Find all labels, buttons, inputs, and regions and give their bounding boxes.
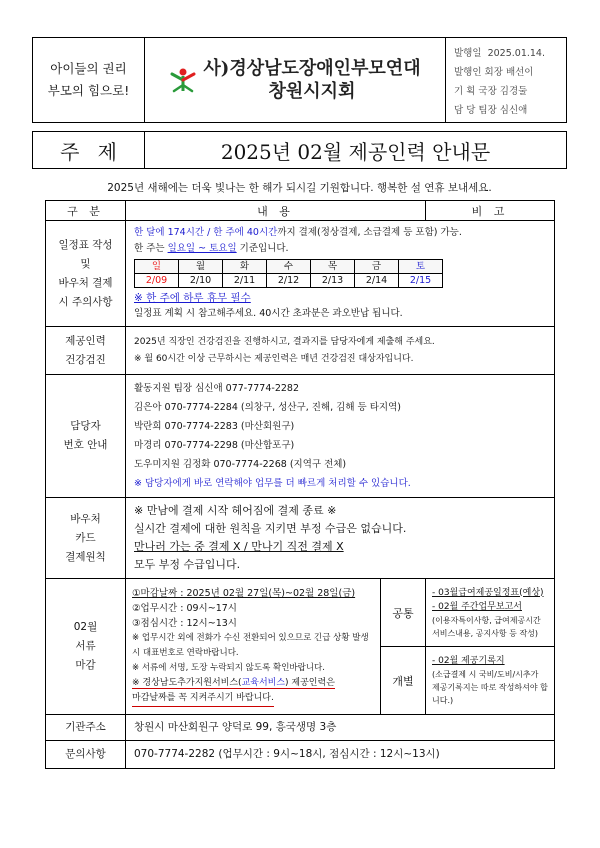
notice-table bbox=[45, 200, 555, 769]
page-title: 2025년 02월 제공인력 안내문 bbox=[220, 139, 491, 164]
contact-line: 박란희 070-7774-2283 (마산회원구) bbox=[134, 421, 295, 432]
individual-docs: - 02월 제공기록지 (소급결제 시 국비/도비/시추가 제공기록지는 따로 작성하셔야 합니다.) bbox=[426, 647, 555, 715]
row-voucher bbox=[46, 498, 555, 579]
title-box bbox=[32, 131, 567, 169]
col-header-remarks: 비 고 bbox=[426, 201, 555, 221]
rest-rule: ※ 한 주에 하루 휴무 필수 bbox=[134, 292, 251, 304]
row-schedule bbox=[46, 221, 555, 327]
row-deadline bbox=[46, 579, 555, 647]
common-label: 공통 bbox=[381, 579, 426, 647]
health-label: 제공인력 건강검진 bbox=[46, 327, 126, 375]
row-contacts bbox=[46, 375, 555, 498]
date-cell: 2/10 bbox=[179, 274, 223, 288]
common-docs: - 03월급여제공일정표(예상) - 02월 주간업무보고서 (이용자특이사항, 급여제공시간 서비스내용, 공지사항 등 작성) bbox=[426, 579, 555, 647]
health-content: 2025년 직장인 건강검진을 진행하시고, 결과지를 담당자에게 제출해 주세요. ※ 월 60시간 이상 근무하시는 제공인력은 매년 건강검진 대상자입니다. bbox=[126, 327, 555, 375]
greeting: 2025년 새해에는 더욱 빛나는 한 해가 되시길 기원합니다. 행복한 설 연휴 보내세요. bbox=[107, 182, 492, 194]
row-inquiry bbox=[46, 741, 555, 769]
slogan bbox=[33, 38, 145, 122]
date-cell: 2/09 bbox=[135, 274, 179, 288]
voucher-content: ※ 만남에 결제 시작 헤어짐에 결제 종료 ※ 실시간 결제에 대한 원칙을 지키면 부정 수급은 없습니다. 만나러 가는 중 결제 X / 만나기 직전 결제 X 모두 부정 수급입니다. bbox=[126, 498, 555, 579]
organization bbox=[145, 38, 445, 122]
contact-line: 김은아 070-7774-2284 (의창구, 성산구, 진해, 김해 등 타지역) bbox=[134, 402, 401, 413]
meta-row: 발행일 2025.01.14. bbox=[454, 48, 545, 59]
address-value: 창원시 마산회원구 양덕로 99, 흥국생명 3층 bbox=[126, 715, 555, 741]
table-header-row bbox=[46, 201, 555, 221]
header-box bbox=[32, 37, 567, 123]
contacts-label: 담당자 번호 안내 bbox=[46, 375, 126, 498]
deadline-content: ①마감날짜 : 2025년 02월 27일(목)~02월 28일(금) ②업무시간 : 09시~17시 ③점심시간 : 12시~13시 ※ 업무시간 외에 전화가 수신 전환되어 있으므로 긴급 상황 발생 시 대표번호로 연락바랍니다. ※ 서류에 서명, 도장 누락되지 않도록 확인바랍니다. ※ 경상남도추가지원서비스(교육서비스) 제공인력은 마감날짜를 꼭 지켜주시기 바랍니다. bbox=[126, 579, 381, 715]
meta-row: 발행인 회장 배선이 bbox=[454, 67, 534, 78]
contact-line: 마경리 070-7774-2298 (마산합포구) bbox=[134, 440, 295, 451]
day-mon: 월 bbox=[179, 260, 223, 274]
col-header-category: 구 분 bbox=[46, 201, 126, 221]
voucher-label: 바우처 카드 결제원칙 bbox=[46, 498, 126, 579]
week-calendar bbox=[134, 259, 443, 288]
schedule-label: 일정표 작성 및 바우처 결제 시 주의사항 bbox=[46, 221, 126, 327]
day-thu: 목 bbox=[311, 260, 355, 274]
inquiry-phone: 070-7774-2282 bbox=[134, 748, 216, 761]
deadline-label: 02월 서류 마감 bbox=[46, 579, 126, 715]
day-sat: 토 bbox=[399, 260, 443, 274]
contacts-content bbox=[126, 375, 555, 498]
org-name-line2: 창원시지회 bbox=[268, 81, 356, 102]
publication-meta bbox=[445, 38, 567, 122]
inquiry-value bbox=[126, 741, 555, 769]
row-health bbox=[46, 327, 555, 375]
schedule-content: 한 달에 174시간 / 한 주에 40시간까지 결제(정상결제, 소급결제 등 포함) 가능. 한 주는 일요일 ~ 토요일 기준입니다. 일 월 화 수 목 금 토 2/09 2/10 2/11 2/12 2/13 2/14 2/15 ※ 한 주에 하루 휴무 필수 일정표 계획 시 참고해주세요. 40시간 초과분은 과오반납 됩니다. bbox=[126, 221, 555, 327]
slogan-line2: 부모의 힘으로! bbox=[47, 83, 130, 98]
meta-row: 담 당 팀장 심신애 bbox=[454, 105, 528, 116]
day-wed: 수 bbox=[267, 260, 311, 274]
inquiry-hours: (업무시간 : 9시~18시, 점심시간 : 12시~13시) bbox=[215, 748, 440, 761]
col-header-content: 내 용 bbox=[126, 201, 426, 221]
day-sun: 일 bbox=[135, 260, 179, 274]
day-tue: 화 bbox=[223, 260, 267, 274]
inquiry-label: 문의사항 bbox=[46, 741, 126, 769]
individual-label: 개별 bbox=[381, 647, 426, 715]
slogan-line1: 아이들의 권리 bbox=[50, 61, 127, 76]
date-cell: 2/13 bbox=[311, 274, 355, 288]
org-logo-icon bbox=[169, 67, 197, 93]
org-prefix: 사) bbox=[203, 58, 230, 79]
org-name-line1: 경상남도장애인부모연대 bbox=[229, 58, 421, 79]
date-cell: 2/12 bbox=[267, 274, 311, 288]
row-address bbox=[46, 715, 555, 741]
title-label: 주 제 bbox=[33, 132, 145, 168]
contact-line: 활동지원 팀장 심신애 077-7774-2282 bbox=[134, 383, 299, 394]
contact-line: 도우미지원 김정화 070-7774-2268 (지역구 전체) bbox=[134, 459, 347, 470]
address-label: 기관주소 bbox=[46, 715, 126, 741]
meta-row: 기 획 국장 김경둘 bbox=[454, 86, 528, 97]
day-fri: 금 bbox=[355, 260, 399, 274]
date-cell: 2/14 bbox=[355, 274, 399, 288]
date-cell: 2/11 bbox=[223, 274, 267, 288]
contacts-note: ※ 담당자에게 바로 연락해야 업무를 더 빠르게 처리할 수 있습니다. bbox=[134, 478, 411, 489]
schedule-note: 일정표 계획 시 참고해주세요. 40시간 초과분은 과오반납 됩니다. bbox=[134, 308, 403, 319]
date-cell: 2/15 bbox=[399, 274, 443, 288]
